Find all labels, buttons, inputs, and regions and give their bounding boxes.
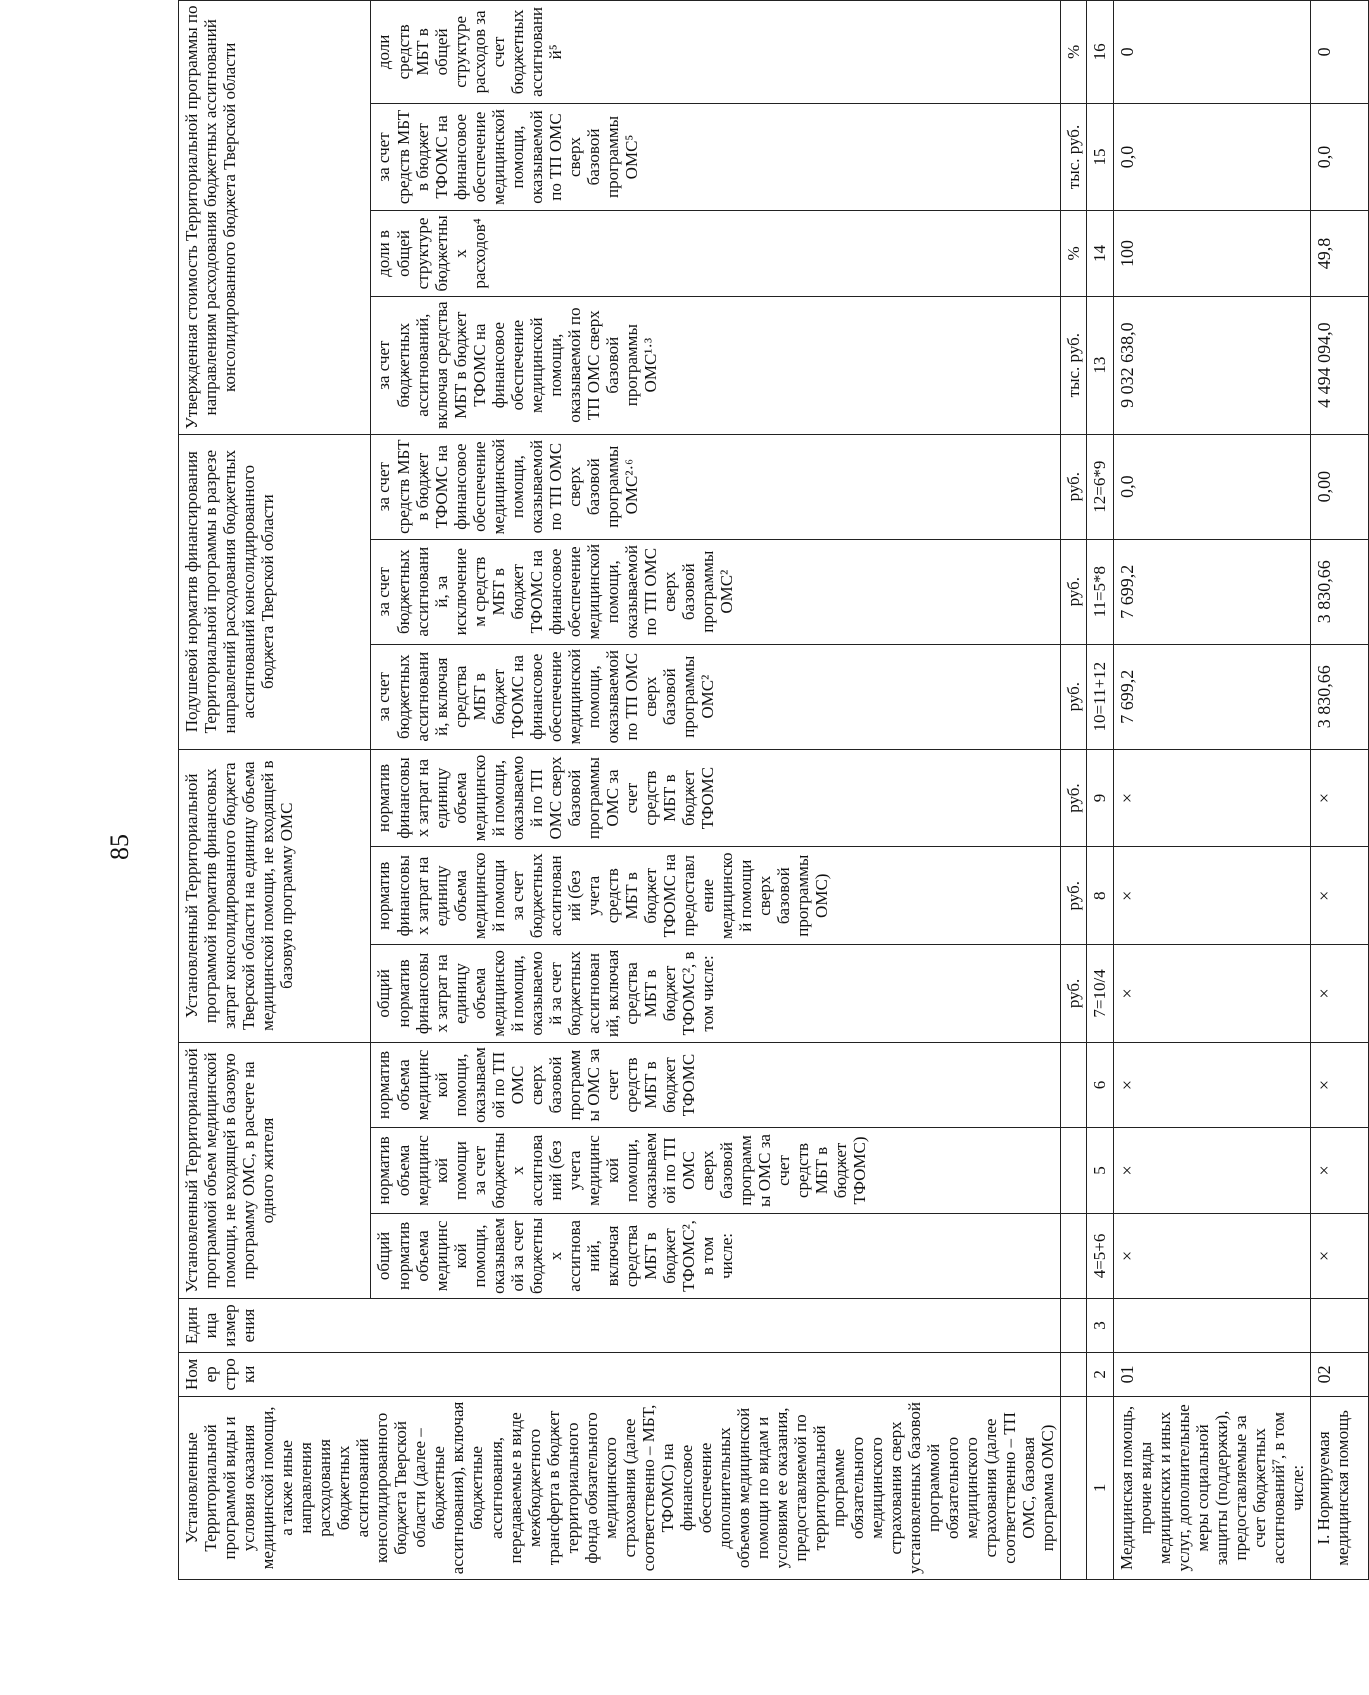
row-cell: 100 [1113, 211, 1310, 296]
row-cell: 49,8 [1310, 211, 1368, 296]
row-cell: 3 830,66 [1310, 539, 1368, 644]
unit-cell [1061, 1299, 1087, 1353]
unit-cell: руб. [1061, 749, 1087, 847]
row-cell: 0,0 [1113, 103, 1310, 210]
unit-cell: тыс. руб. [1061, 103, 1087, 210]
unit-cell [1061, 1042, 1087, 1127]
header-col-10: за счет бюджетных ассигнований, включая средства МБТ в бюджет ТФОМС на финансовое обеспечение медицинской помощи, оказываемой по ТП ОМС сверх базовой программы ОМС² [371, 644, 1061, 749]
header-group-cost: Установленный Территориальной программой норматив финансовых затрат консолидированного бюджета Тверской области на единицу объема медицинской помощи, не входящей в базовую программу ОМС [179, 749, 371, 1042]
row-cell: × [1310, 945, 1368, 1043]
header-col-7: общий норматив финансовых затрат на единицу объема медицинской помощи, оказываемой за счет бюджетных ассигнований, включая средства МБТ в бюджет ТФОМС², в том числе: [371, 945, 1061, 1043]
units-row [1061, 1, 1087, 1580]
header-col-1: Установленные Территориальной программой виды и условия оказания медицинской помощи, а также иные направления расходования бюджетных ассигнований консолидированного бюджета Тверской области (далее – бюджетные ассигнования), включая бюджетные ассигнования, передаваемые в виде межбюджетного трансферта в бюджет территориального фонда обязательного медицинского страхования (далее соответственно – МБТ, ТФОМС) на финансовое обеспечение дополнительных объемов медицинской помощи по видам и условиям ее оказания, предоставляемой по территориальной программе обязательного медицинского страхования сверх установленных базовой программой обязательного медицинского страхования (далее соответственно – ТП ОМС, базовая программа ОМС) [179, 1396, 1061, 1579]
row-cell: 9 032 638,0 [1113, 296, 1310, 434]
unit-cell [1061, 1213, 1087, 1298]
header-group-percapita: Подушевой норматив финансирования Территориальной программы в разрезе направлений расходования бюджетных ассигнований консолидированного бюджета Тверской области [179, 434, 371, 749]
row-cell: 01 [1113, 1352, 1310, 1396]
rotated-page-content [178, 0, 1352, 1580]
row-cell: × [1113, 1042, 1310, 1127]
header-col-9: норматив финансовых затрат на единицу объема медицинской помощи, оказываемой по ТП ОМС сверх базовой программы ОМС за счет средств МБТ в бюджет ТФОМС [371, 749, 1061, 847]
column-number: 8 [1087, 847, 1113, 945]
budget-norms-table [178, 0, 1369, 1580]
row-cell: × [1310, 1213, 1368, 1298]
row-cell: × [1310, 847, 1368, 945]
header-col-11: за счет бюджетных ассигнований, за исключением средств МБТ в бюджет ТФОМС на финансовое обеспечение медицинской помощи, оказываемой по ТП ОМС сверх базовой программы ОМС² [371, 539, 1061, 644]
column-number: 11=5*8 [1087, 539, 1113, 644]
page-number: 85 [105, 834, 134, 860]
unit-cell: руб. [1061, 644, 1087, 749]
unit-cell: % [1061, 1, 1087, 104]
column-number: 10=11+12 [1087, 644, 1113, 749]
unit-cell: тыс. руб. [1061, 296, 1087, 434]
column-number: 13 [1087, 296, 1113, 434]
column-number: 7=10/4 [1087, 945, 1113, 1043]
unit-cell: руб. [1061, 847, 1087, 945]
unit-cell [1061, 1128, 1087, 1213]
header-col-12: за счет средств МБТ в бюджет ТФОМС на финансовое обеспечение медицинской помощи, оказываемой по ТП ОМС сверх базовой программы ОМС²·⁶ [371, 434, 1061, 539]
header-group-approved: Утвержденная стоимость Территориальной программы по направлениям расходования бюджетных ассигнований консолидированного бюджета Тверской области [179, 1, 371, 435]
header-col-13: за счет бюджетных ассигнований, включая средства МБТ в бюджет ТФОМС на финансовое обеспечение медицинской помощи, оказываемой по ТП ОМС сверх базовой программы ОМС¹·³ [371, 296, 1061, 434]
column-number: 1 [1087, 1396, 1113, 1579]
column-number: 3 [1087, 1299, 1113, 1353]
column-number: 9 [1087, 749, 1113, 847]
header-col-16: доли средств МБТ в общей структуре расходов за счет бюджетных ассигнований⁵ [371, 1, 1061, 104]
row-cell: × [1310, 1128, 1368, 1213]
header-col-5: норматив объема медицинской помощи за счет бюджетных ассигнований (без учета медицинской помощи, оказываемой по ТП ОМС сверх базовой программы ОМС за счет средств МБТ в бюджет ТФОМС) [371, 1128, 1061, 1213]
row-label: I. Нормируемая медицинская помощь [1310, 1396, 1368, 1579]
column-number: 14 [1087, 211, 1113, 296]
column-number: 16 [1087, 1, 1113, 104]
row-cell: 0 [1310, 1, 1368, 104]
row-cell: × [1310, 1042, 1368, 1127]
row-cell: × [1310, 749, 1368, 847]
header-col-3: Единица измерения [179, 1299, 1061, 1353]
unit-cell: руб. [1061, 945, 1087, 1043]
row-cell: × [1113, 1213, 1310, 1298]
table-row [1310, 1, 1368, 1580]
header-col-15: за счет средств МБТ в бюджет ТФОМС на финансовое обеспечение медицинской помощи, оказываемой по ТП ОМС сверх базовой программы ОМС⁵ [371, 103, 1061, 210]
header-col-4: общий норматив объема медицинской помощи, оказываемой за счет бюджетных ассигнований, включая средства МБТ в бюджет ТФОМС², в том числе: [371, 1213, 1061, 1298]
row-cell: 7 699,2 [1113, 644, 1310, 749]
row-cell: 0,00 [1310, 434, 1368, 539]
row-cell: 02 [1310, 1352, 1368, 1396]
table-row [1113, 1, 1310, 1580]
unit-cell [1061, 1352, 1087, 1396]
column-number: 12=6*9 [1087, 434, 1113, 539]
column-number: 2 [1087, 1352, 1113, 1396]
unit-cell: руб. [1061, 434, 1087, 539]
header-col-6: норматив объема медицинской помощи, оказываемой по ТП ОМС сверх базовой программы ОМС за счет средств МБТ в бюджет ТФОМС [371, 1042, 1061, 1127]
column-number: 15 [1087, 103, 1113, 210]
unit-cell [1061, 1396, 1087, 1579]
row-label: Медицинская помощь, прочие виды медицинских и иных услуг, дополнительные меры социальной защиты (поддержки), предоставляемые за счет бюджетных ассигнований⁷, в том числе: [1113, 1396, 1310, 1579]
unit-cell: % [1061, 211, 1087, 296]
row-cell: × [1113, 847, 1310, 945]
row-cell: 7 699,2 [1113, 539, 1310, 644]
column-numbers-row [1087, 1, 1113, 1580]
column-number: 5 [1087, 1128, 1113, 1213]
row-cell: 0,0 [1310, 103, 1368, 210]
row-cell: × [1113, 945, 1310, 1043]
row-cell: 4 494 094,0 [1310, 296, 1368, 434]
row-cell: × [1113, 1128, 1310, 1213]
header-group-volume: Установленный Территориальной программой объем медицинской помощи, не входящей в базовую программу ОМС, в расчете на одного жителя [179, 1042, 371, 1298]
column-number: 6 [1087, 1042, 1113, 1127]
header-col-14: доли в общей структуре бюджетных расходов⁴ [371, 211, 1061, 296]
header-col-8: норматив финансовых затрат на единицу объема медицинской помощи за счет бюджетных ассигнований (без учета средств МБТ в бюджет ТФОМС на предоставление медицинской помощи сверх базовой программы ОМС) [371, 847, 1061, 945]
row-cell: × [1113, 749, 1310, 847]
header-col-2: Номер строки [179, 1352, 1061, 1396]
row-cell [1113, 1299, 1310, 1353]
column-number: 4=5+6 [1087, 1213, 1113, 1298]
row-cell: 0 [1113, 1, 1310, 104]
row-cell: 0,0 [1113, 434, 1310, 539]
row-cell [1310, 1299, 1368, 1353]
unit-cell: руб. [1061, 539, 1087, 644]
row-cell: 3 830,66 [1310, 644, 1368, 749]
